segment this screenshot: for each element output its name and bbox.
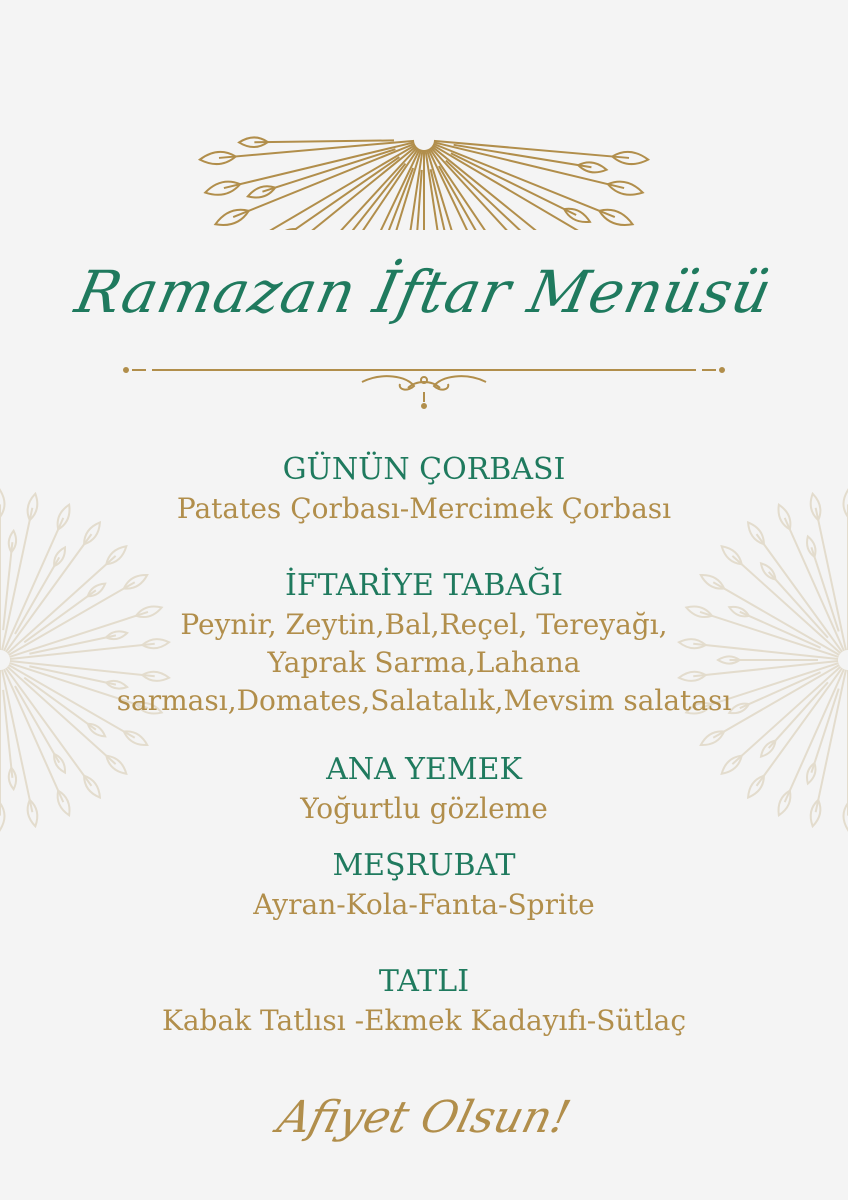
section-main-course: [0, 750, 848, 828]
section-drinks: [0, 846, 848, 924]
section-title: ANA YEMEK: [326, 752, 522, 787]
section-line: Ayran-Kola-Fanta-Sprite: [253, 888, 595, 921]
section-iftar-plate: [0, 566, 848, 720]
section-title: GÜNÜN ÇORBASI: [282, 452, 566, 487]
section-line: Yaprak Sarma,Lahana: [267, 646, 581, 679]
section-dessert: [0, 962, 848, 1040]
section-line: Kabak Tatlısı -Ekmek Kadayıfı-Sütlaç: [161, 1004, 687, 1037]
section-title: MEŞRUBAT: [332, 848, 516, 883]
menu-title: Ramazan İftar Menüsü: [69, 258, 779, 326]
section-line: sarması,Domates,Salatalık,Mevsim salatası: [116, 684, 732, 717]
section-title: TATLI: [378, 964, 470, 999]
section-soup: [0, 450, 848, 528]
section-line: Patates Çorbası-Mercimek Çorbası: [176, 492, 672, 525]
mandala-top-icon: [194, 0, 654, 230]
ornamental-divider-icon: [122, 358, 726, 414]
section-line: Peynir, Zeytin,Bal,Reçel, Tereyağı,: [180, 608, 668, 641]
section-line: Yoğurtlu gözleme: [300, 792, 548, 825]
signature-text: Afiyet Olsun!: [272, 1092, 576, 1143]
section-title: İFTARİYE TABAĞI: [285, 568, 563, 603]
